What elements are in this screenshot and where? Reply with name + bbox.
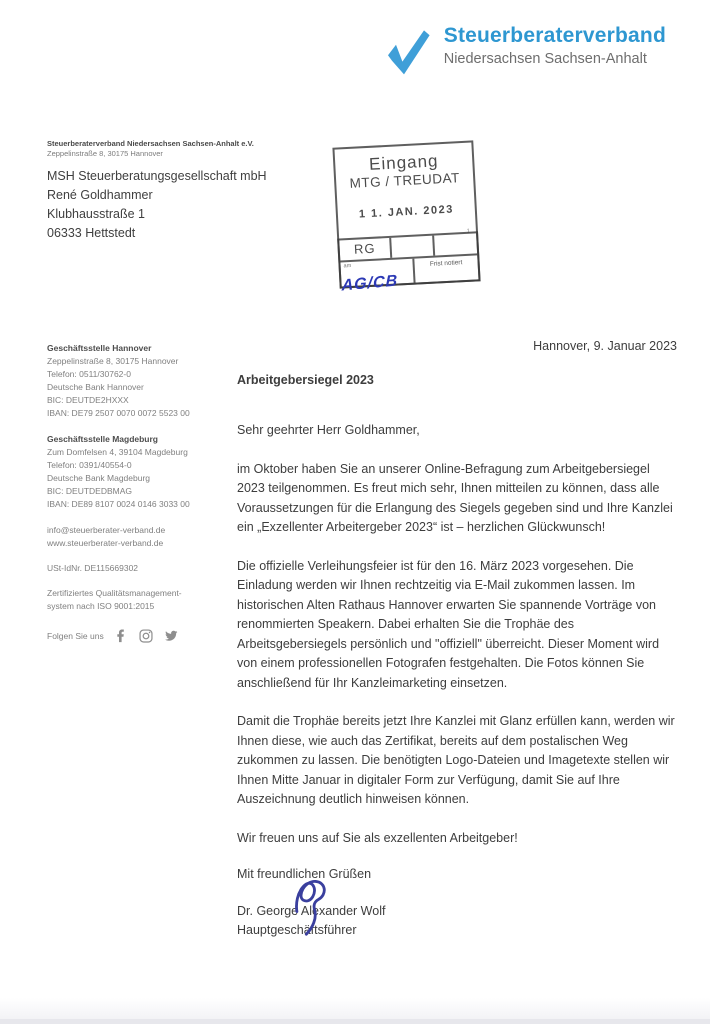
certification-line: Zertifiziertes Qualitätsmanagement- <box>47 588 182 598</box>
letter-body <box>237 337 677 941</box>
office-line: IBAN: DE89 8107 0024 0146 3033 00 <box>47 499 190 509</box>
vat-id: USt-IdNr. DE115669302 <box>47 563 139 573</box>
certification-note <box>47 587 227 613</box>
office-magdeburg <box>47 433 227 511</box>
stamp-handwritten-initials: AG/CB <box>341 272 399 295</box>
stamp-date: 1 1. JAN. 2023 <box>358 203 455 221</box>
signature-block <box>237 902 677 941</box>
stamp-cell-rg: RG <box>339 238 392 261</box>
certification-line: system nach ISO 9001:2015 <box>47 601 155 611</box>
office-hannover-title: Geschäftsstelle Hannover <box>47 343 152 353</box>
stamp-cell-frist-notiert: Frist notiert <box>429 259 463 268</box>
paragraph-1: im Oktober haben Sie an unserer Online-Befragung zum Arbeitgebersiegel 2023 teilgenommen. Es freut mich sehr, Ihnen mitteilen zu können, dass alle Voraussetzungen für die Erlangung des Siegels gegeben sind und Ihre Kanzlei ein „Exzellenter Arbeitergeber 2023“ ist – herzlichen Glückwunsch! <box>237 461 673 534</box>
stamp-am-label: am <box>343 262 352 270</box>
paragraph-3: Damit die Trophäe bereits jetzt Ihre Kanzlei mit Glanz erfüllen kann, werden wir Ihnen diese, wie auch das Zertifikat, bereits auf dem postalischen Weg zukommen zu lassen. Die benötigten Logo-Dateien und Imagetexte stellen wir Ihnen Mitte Januar in digitaler Form zur Verfügung, damit Sie auf Ihre Auszeichnung deutlich hinweisen können. <box>237 714 675 806</box>
office-magdeburg-title: Geschäftsstelle Magdeburg <box>47 434 159 444</box>
stamp-table <box>337 228 480 295</box>
regards-line: Mit freundlichen Grüßen <box>237 867 372 881</box>
letterhead-sidebar <box>47 342 227 643</box>
office-line: Deutsche Bank Hannover <box>47 382 144 392</box>
date-line: Hannover, 9. Januar 2023 <box>533 339 677 353</box>
facebook-icon <box>114 629 128 643</box>
office-line: Deutsche Bank Magdeburg <box>47 473 151 483</box>
signer-title: Hauptgeschäftsführer <box>237 923 357 937</box>
office-line: Telefon: 0391/40554-0 <box>47 460 132 470</box>
sender-street: Zeppelinstraße 8, 30175 Hannover <box>47 149 163 158</box>
office-hannover <box>47 342 227 420</box>
office-line: Zeppelinstraße 8, 30175 Hannover <box>47 356 179 366</box>
stamp-cell-am <box>340 259 415 295</box>
office-line: BIC: DEUTDEDBMAG <box>47 486 133 496</box>
stamp-cell-empty <box>434 233 477 255</box>
social-follow-row <box>47 629 227 643</box>
sender-org: Steuerberaterverband Niedersachsen Sachsen-Anhalt e.V. <box>47 139 254 148</box>
salutation: Sehr geehrter Herr Goldhammer, <box>237 423 420 437</box>
org-logo-text <box>444 24 666 67</box>
recipient-name: René Goldhammer <box>47 188 153 202</box>
closing-line: Wir freuen uns auf Sie als exzellenten Arbeitgeber! <box>237 830 518 845</box>
sender-return-address <box>47 139 254 159</box>
checkmark-logo-icon <box>384 26 432 78</box>
recipient-address <box>47 167 267 243</box>
signer-name: Dr. George Alexander Wolf <box>237 903 386 918</box>
twitter-icon <box>164 629 178 643</box>
paragraph-2: Die offizielle Verleihungsfeier ist für den 16. März 2023 vorgesehen. Die Einladung werden wir Ihnen rechtzeitig via E-Mail zukommen lassen. Im historischen Alten Rathaus Hannover erwarten Sie spannende Vorträge von renommierten Speakern. Dabei erhalten Sie die Trophäe des Arbeitsgebersiegels persönlich und "offiziell" überreicht. Dieser Moment wird von einem professionellen Fotografen festgehalten. Die Fotos können Sie anschließend für Ihr Kanzleimarketing einsetzen. <box>237 558 660 690</box>
website-url: www.steuerberater-verband.de <box>47 538 164 548</box>
org-name: Steuerberaterverband <box>443 24 666 47</box>
stamp-small-mark: 1 <box>466 228 471 235</box>
stamp-title: Eingang <box>368 151 439 174</box>
office-line: BIC: DEUTDE2HXXX <box>47 395 129 405</box>
incoming-mail-stamp <box>332 140 480 295</box>
follow-us-label: Folgen Sie uns <box>47 630 104 641</box>
page-bottom-edge <box>0 998 710 1024</box>
recipient-street: Klubhausstraße 1 <box>47 207 145 221</box>
contact-block <box>47 524 227 550</box>
office-line: Telefon: 0511/30762-0 <box>47 369 131 379</box>
stamp-cell-empty <box>391 236 434 258</box>
org-logo <box>384 24 666 78</box>
office-line: IBAN: DE79 2507 0070 0072 5523 00 <box>47 408 190 418</box>
subject-line: Arbeitgebersiegel 2023 <box>237 372 374 387</box>
org-region: Niedersachsen Sachsen-Anhalt <box>443 51 647 67</box>
email-address: info@steuerberater-verband.de <box>47 525 166 535</box>
instagram-icon <box>139 629 153 643</box>
recipient-city: 06333 Hettstedt <box>47 226 136 240</box>
office-line: Zum Domfelsen 4, 39104 Magdeburg <box>47 447 188 457</box>
stamp-subtitle: MTG / TREUDAT <box>349 170 461 191</box>
recipient-company: MSH Steuerberatungsgesellschaft mbH <box>47 169 267 183</box>
